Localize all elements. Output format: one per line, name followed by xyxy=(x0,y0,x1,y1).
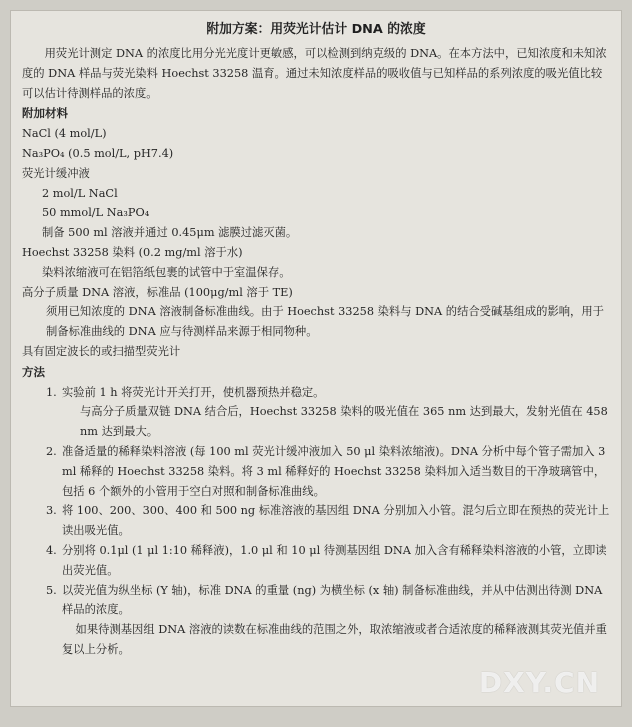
material-dna-standard: 高分子质量 DNA 溶液，标准品 (100μg/ml 溶于 TE) xyxy=(22,285,293,299)
material-phosphate: Na₃PO₄ (0.5 mol/L, pH7.4) xyxy=(22,146,174,160)
step-text: 将 100、200、300、400 和 500 ng 标准溶液的基因组 DNA 分别加入小管。混匀后立即在预热的荧光计上读出吸光值。 xyxy=(62,504,610,538)
step-number: 3. xyxy=(46,504,57,518)
step-number: 1. xyxy=(46,385,57,399)
step-number: 2. xyxy=(46,444,57,458)
method-step-3 xyxy=(22,501,610,541)
buffer-component-phosphate: 50 mmol/L Na₃PO₄ xyxy=(42,206,150,220)
method-step-2 xyxy=(22,442,610,501)
step-text: 准备适量的稀释染料溶液 (每 100 ml 荧光计缓冲液加入 50 μl 染料浓缩液)。DNA 分析中每个管子需加入 3 ml 稀释的 Hoechst 33258 染料。将 3 ml 稀释好的 Hoechst 33258 染料加入适当数目的干净玻璃管中，包括 6 个额外的小管用于空白对照和制备标准曲线。 xyxy=(62,444,606,498)
document-content xyxy=(22,44,610,660)
material-fluorometer-buffer: 荧光计缓冲液 xyxy=(22,166,90,180)
buffer-component-nacl: 2 mol/L NaCl xyxy=(42,186,118,200)
standard-curve-note: 须用已知浓度的 DNA 溶液制备标准曲线。由于 Hoechst 33258 染料与 DNA 的结合受碱基组成的影响，用于制备标准曲线的 DNA 应与待测样品来源于相同物种。 xyxy=(46,305,604,339)
document-title: 附加方案：用荧光计估计 DNA 的浓度 xyxy=(206,22,426,37)
method-step-1 xyxy=(22,383,610,403)
watermark-logo: DXY.CN xyxy=(478,666,600,699)
method-note: 与高分子质量双链 DNA 结合后，Hoechst 33258 染料的吸光值在 365 nm 达到最大，发射光值在 458 nm 达到最大。 xyxy=(80,405,608,439)
step-text: 以荧光值为纵坐标 (Y 轴)，标准 DNA 的重量 (ng) 为横坐标 (x 轴) 制备标准曲线，并从中估测出待测 DNA 样品的浓度。 xyxy=(62,583,603,617)
step-text: 分别将 0.1μl (1 μl 1:10 稀释液)，1.0 μl 和 10 μl 待测基因组 DNA 加入含有稀释染料溶液的小管，立即读出荧光值。 xyxy=(62,543,607,577)
material-hoechst-dye: Hoechst 33258 染料 (0.2 mg/ml 溶于水) xyxy=(22,245,243,259)
step-number: 5. xyxy=(46,583,57,597)
dye-storage-note: 染料浓缩液可在铝箔纸包裹的试管中于室温保存。 xyxy=(42,265,291,279)
method-heading: 方法 xyxy=(22,364,45,379)
closing-paragraph: 如果待测基因组 DNA 溶液的读数在标准曲线的范围之外，取浓缩液或者合适浓度的稀释液测其荧光值并重复以上分析。 xyxy=(62,623,607,656)
material-fluorometer: 具有固定波长的或扫描型荧光计 xyxy=(22,344,181,358)
step-text: 实验前 1 h 将荧光计开关打开，使机器预热并稳定。 xyxy=(62,385,325,399)
document-page xyxy=(10,10,622,707)
method-step-4 xyxy=(22,541,610,581)
materials-heading: 附加材料 xyxy=(22,106,68,121)
buffer-preparation-note: 制备 500 ml 溶液并通过 0.45μm 滤膜过滤灭菌。 xyxy=(42,226,298,240)
step-number: 4. xyxy=(46,543,57,557)
method-step-5 xyxy=(22,581,610,621)
intro-paragraph: 用荧光计测定 DNA 的浓度比用分光光度计更敏感，可以检测到纳克级的 DNA。在本方法中，已知浓度和未知浓度的 DNA 样品与荧光染料 Hoechst 33258 温育。通过未知浓度样品的吸收值与已知样品的系列浓度的吸光值比较可以估计待测样品的浓度。 xyxy=(22,47,607,100)
material-nacl: NaCl (4 mol/L) xyxy=(22,127,107,141)
